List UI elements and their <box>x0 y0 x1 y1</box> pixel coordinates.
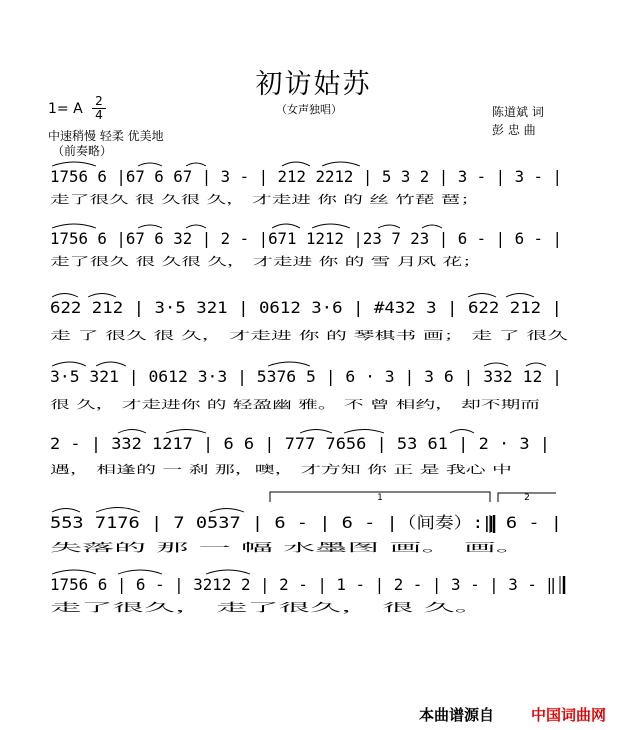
score-line-6-lyrics: 失落的 那 一 幅 水墨图 画。 画。 <box>50 541 214 554</box>
time-signature-bottom: 4 <box>95 108 103 122</box>
score-line-5-notes: 2 - | 332 1217 | 6 6 | 777 7656 | 53 61 | 2 · 3 | <box>50 434 550 453</box>
subtitle: （女声独唱） <box>276 103 342 116</box>
score-line-7-lyrics: 走了很久， 走了很久， 很 久。 <box>50 601 204 614</box>
volta-2-label: 2 <box>524 493 530 503</box>
tempo-marking: 中速稍慢 轻柔 优美地 <box>48 129 164 143</box>
key-signature: 1= A <box>48 101 83 117</box>
score-line-6-notes: 553 7176 | 7 0537 | 6 - | 6 - |（间奏）:‖ 6 - | <box>50 513 562 532</box>
time-signature-top: 2 <box>95 94 103 108</box>
score-line-5-lyrics: 遇， 相逢的 一 刹 那，噢， 才方知 你 正 是 我心 中 <box>50 463 305 476</box>
score-line-3-lyrics: 走 了 很久 很 久， 才走进 你 的 琴棋书 画； 走 了 很久 <box>50 329 323 342</box>
score-line-4-notes: 3·5 321 | 0612 3·3 | 5376 5 | 6 · 3 | 3 6 | 332 12 | <box>50 367 562 386</box>
score-line-2-lyrics: 走了很久 很 久很 久， 才走进 你 的 雪 月风 花； <box>50 255 291 268</box>
song-title: 初访姑苏 <box>255 69 372 100</box>
source-label: 本曲谱源自 <box>419 706 495 724</box>
score-line-3-notes: 622 212 | 3·5 321 | 0612 3·6 | #432 3 | 622 212 | <box>50 298 562 317</box>
site-name-link[interactable]: 中国词曲网 <box>531 706 607 724</box>
score-line-1-lyrics: 走了很久 很 久很 久， 才走进 你 的 丝 竹琵 琶； <box>50 193 291 206</box>
volta-brackets <box>270 492 556 502</box>
lyricist-credit: 陈道斌 词 <box>492 105 544 119</box>
volta-1-label: 1 <box>377 493 383 503</box>
score-line-4-lyrics: 很 久， 才走进你 的 轻盈幽 雅。 不 曾 相约， 却不期而 <box>50 398 324 411</box>
final-barline <box>560 576 564 594</box>
composer-credit: 彭 忠 曲 <box>492 123 536 137</box>
intro-note: （前奏略） <box>52 144 113 158</box>
score-line-2-notes: 1756 6 |67 6 32 | 2 - |671 1212 |23 7 23 | 6 - | 6 - | <box>50 229 562 248</box>
score-line-1-notes: 1756 6 |67 6 67 | 3 - | 212 2212 | 5 3 2 | 3 - | 3 - | <box>50 167 562 186</box>
score-line-7-notes: 1756 6 | 6 - | 3212 2 | 2 - | 1 - | 2 - | 3 - | 3 - ‖ <box>50 575 556 594</box>
